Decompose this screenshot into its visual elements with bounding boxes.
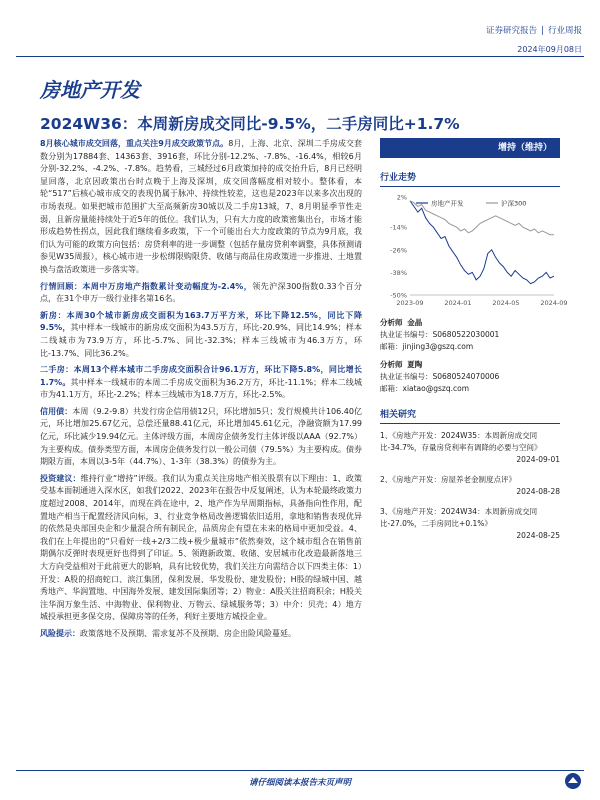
y-tick-label: -26%: [390, 246, 407, 255]
paragraph-lead: 信用债：: [40, 406, 73, 416]
paragraph-review: [40, 281, 362, 306]
email-label: 邮箱：: [380, 384, 403, 393]
legend-label: 房地产开发: [431, 199, 464, 208]
paragraph-body: 维持行业“增持”评级。我们认为重点关注房地产相关股票有以下理由：1、政策受基本面制通进入深水区，如我们2022、2023年在报告中反复阐述，认为本轮最终政策力度超过2008、2014年，而现在尚在途中，2、地产作为早周期指标，具备指向性作用，配置地产相当于配置经济风向标，3、行业竞争格局改善逻辑依旧适用，拿地和销售表现优异的依然是央部国央企和少量混合所有制民企，品质房企有望在未来的格局中更加受益。4、我们在上年提出的“只看好一线+2/3二线+极少量城市”依然奏效，这个城市组合在销售前期偶尔反弹时表现更好也得到了印证。5、领跑新政策、收储、安居城市化改造最新落地三大方向受益相对于此前更大的影响，具有比较优势，我们关注方向需结合以下四类主体：1）开发：A股的招商蛇口、滨江集团，保利发展、华发股份、建发股份；H股的绿城中国、越秀地产、华润置地、中国海外发展、建发国际集团等；2）物业：A股关注招商积余；H股关注华润万象生活、中海物业、保利物业、万物云、绿城服务等；3）中介：贝壳；4）地方城投承担更多保交房、保障房等的任务，利好主要地方城投企业。: [40, 473, 362, 622]
related-date: 2024-08-28: [516, 487, 560, 496]
paragraph-second-hand: [40, 364, 362, 402]
related-title[interactable]: 3、《房地产开发：2024W34：本周新房成交同比-27.0%，二手房同比+0.1%》: [380, 507, 538, 528]
paragraph-credit-bond: [40, 406, 362, 469]
y-tick-label: 2%: [396, 193, 407, 202]
y-tick-label: -14%: [390, 223, 407, 232]
related-item[interactable]: [380, 506, 560, 542]
analyst-role: 分析师: [380, 318, 403, 327]
report-category: 证券研究报告: [486, 26, 538, 36]
cert-number: S0680522030001: [432, 330, 500, 339]
footer-divider: [16, 770, 584, 771]
x-tick-label: 2023-09: [396, 299, 424, 307]
email-label: 邮箱：: [380, 342, 403, 351]
trend-heading: 行业走势: [380, 170, 560, 187]
paragraph-investment: [40, 473, 362, 624]
legend-label: 沪深300: [501, 199, 527, 208]
company-logo-icon: [564, 772, 582, 790]
paragraph-lead: 投资建议：: [40, 473, 81, 483]
paragraph-new-home: [40, 310, 362, 360]
report-type: 证券研究报告 | 行业周报: [486, 26, 582, 36]
x-tick-label: 2024-05: [492, 299, 520, 307]
paragraph-body: 其中样本一线城市的本周二手房成交面积为36.2万方，环比-11.1%；样本二线城市为41.1万方，环比-2.2%；样本三线城市为18.7万方，环比-2.5%。: [40, 377, 362, 400]
rating-badge: 增持（维持）: [380, 138, 560, 158]
paragraph-lead: 风险提示：: [40, 628, 80, 638]
paragraph-body: 政策落地不及预期、需求复苏不及预期、房企出险风险蔓延。: [80, 628, 296, 638]
cert-label: 执业证书编号：: [380, 372, 433, 381]
paragraph-lead: 二手房：本周13个样本城市二手房成交面积合计96.1万方，环比下降5.8%，同比增长1.7%。: [40, 365, 362, 387]
cert-number: S0680524070006: [432, 372, 500, 381]
report-title: 2024W36：本周新房成交同比-9.5%，二手房同比+1.7%: [40, 115, 460, 133]
main-body: [40, 138, 362, 645]
analyst-1: [380, 317, 560, 353]
paragraph-body: 其中样本一线城市的新房成交面积为43.5万方，环比-20.9%、同比14.9%；样本二线城市为73.9万方，环比-5.7%、同比-32.3%；样本三线城市为46.3万方，环比-13.7%、同比36.2%。: [40, 323, 363, 358]
paragraph-lead: 8月核心城市成交回落，重点关注9月成交政策节点。: [40, 139, 229, 148]
y-tick-label: -50%: [390, 291, 407, 300]
paragraph-body: 本周（9.2-9.8）共发行房企信用债12只，环比增加5只；发行规模共计106.40亿元，环比增加25.67亿元，总偿还量88.41亿元，环比增加45.61亿元，净融资额为17.99亿元，环比减少19.94亿元。主体评级方面，本周房企债务发行主体评级以AAA（92.7%）为主要构成。债券类型方面，本周房企债务发行以一般公司债（79.5%）为主要构成。债券期限方面，本周以3-5年（44.7%）、1-3年（38.3%）的债券为主。: [40, 406, 363, 467]
analyst-email[interactable]: jinjing3@gszq.com: [402, 342, 474, 351]
cert-label: 执业证书编号：: [380, 330, 433, 339]
paragraph-lead: 新房：本周30个城市新房成交面积为163.7万平方米，环比下降12.5%，同比下降9.5%，: [40, 310, 362, 333]
footer-note: 请仔细阅读本报告末页声明: [248, 778, 351, 788]
related-date: 2024-09-01: [516, 455, 560, 464]
header-divider: [16, 56, 584, 57]
analyst-email[interactable]: xiatao@gszq.com: [402, 384, 470, 393]
report-subcategory: 行业周报: [547, 26, 582, 36]
related-list: [380, 430, 560, 542]
paragraph-body: 领先沪深300指数0.33个百分点，在31个申万一级行业排名第16名。: [40, 281, 362, 304]
related-heading: 相关研究: [380, 407, 560, 424]
sidebar: [380, 138, 568, 550]
related-title[interactable]: 2、《房地产开发：房屋养老金制度点评》: [380, 475, 517, 484]
related-date: 2024-08-25: [516, 531, 560, 540]
analyst-name: 金晶: [407, 318, 423, 327]
paragraph-risk: [40, 628, 362, 641]
related-item[interactable]: [380, 474, 560, 498]
x-tick-label: 2024-09: [540, 299, 568, 307]
report-date: 2024年09月08日: [517, 45, 582, 54]
trend-chart-svg: [380, 191, 568, 311]
y-tick-label: -38%: [390, 268, 407, 277]
section-title: 房地产开发: [40, 78, 140, 102]
paragraph-lead: 行情回顾：本周中万房地产指数累计变动幅度为-2.4%，: [40, 281, 253, 291]
paragraph-market: [40, 138, 362, 277]
analyst-2: [380, 359, 560, 395]
related-item[interactable]: [380, 430, 560, 466]
related-title[interactable]: 1、《房地产开发：2024W35：本周新房成交同比-34.7%，存量房贷利率有调降的必要与空间》: [380, 431, 542, 452]
trend-chart: [380, 191, 568, 311]
analyst-role: 分析师: [380, 360, 403, 369]
paragraph-body: 8月，上海、北京、深圳二手房成交套数分别为17884套、14363套、3916套，环比分别-12.2%、-7.8%、-16.4%，相较6月分别-32.2%、-4.2%、-7.8%。趋势看，三城经过6月政策加持的成交抬升后，8月已经明显回落，北京因政策出台时点晚于上海及深圳，成交回落幅度相对较小。整体看，本轮“517”后核心城市成交的表现仍属于脉冲、持续性较差，这也是2023年以来多次出现的市场表现。如果把城市范围扩大至高频新房30城以及二手房13城，7、8月明显季节性走弱，且新房量能持续处于近5年的低位。我们认为，只有大力度的政策密集出台，市场才能形成趋势性拐点，因此我们继续看多政策，下一个可能出台大力度政策的节点为9月底，我们认为可能的政策方向包括：房贷利率的进一步调整（包括存量房贷利率调整，具体预测请参见W35周报），核心城市进一步松绑限购限贷、收储与商品住房政策进一步推进、土地置换与盘活政策进一步落实等。: [40, 139, 362, 274]
x-tick-label: 2024-01: [444, 299, 472, 307]
analyst-name: 夏陶: [407, 360, 423, 369]
